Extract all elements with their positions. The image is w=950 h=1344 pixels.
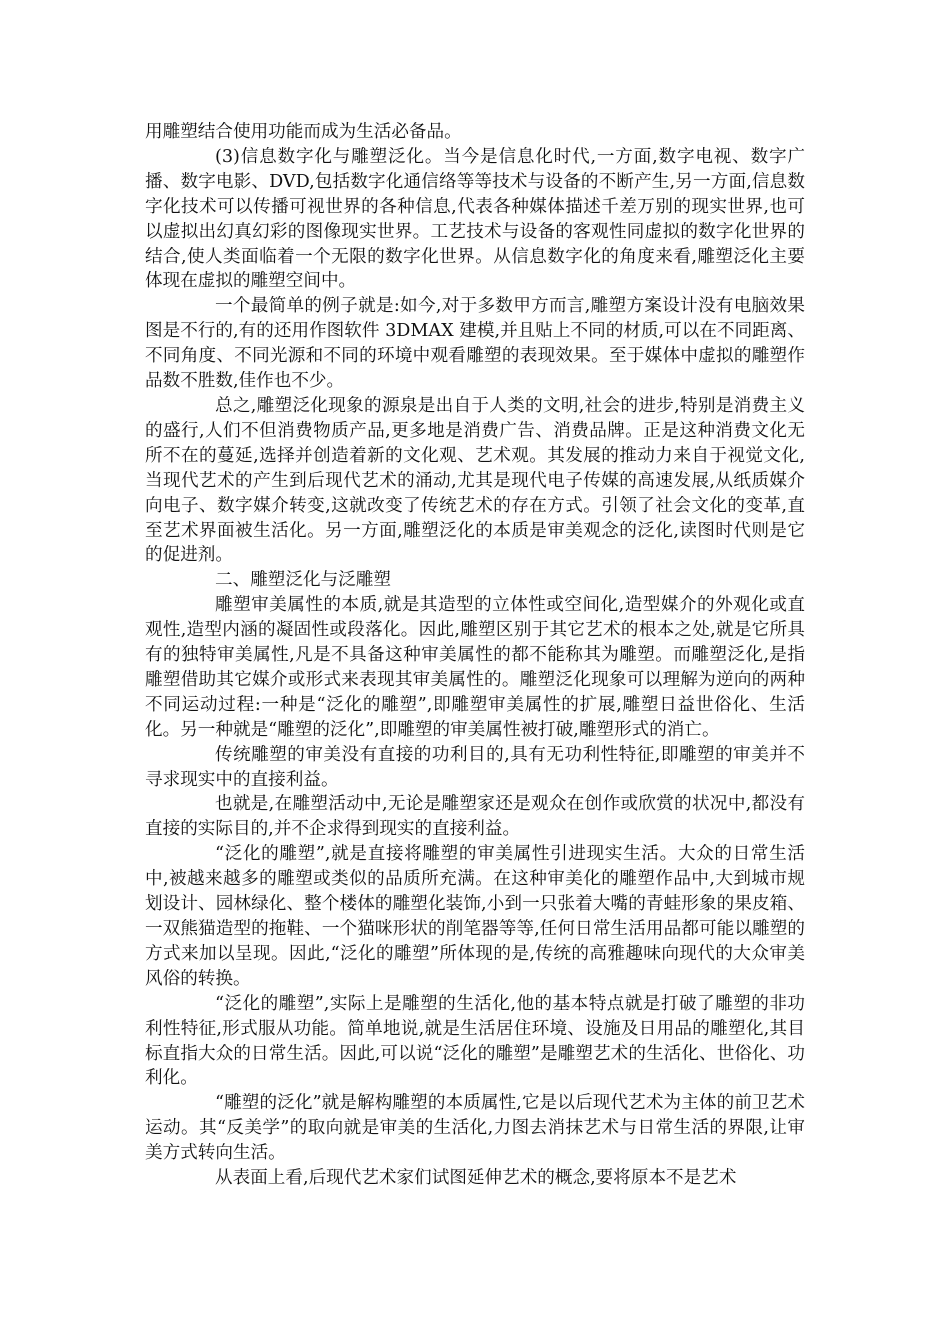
paragraph: 用雕塑结合使用功能而成为生活必备品。	[145, 122, 462, 142]
paragraph: 雕塑审美属性的本质,就是其造型的立体性或空间化,造型媒介的外观化或直观性,造型内涵的凝固性或段落化。因此,雕塑区别于其它艺术的根本之处,就是它所具有的独特审美属性,凡是不具备这种审美属性的都不能称其为雕塑。而雕塑泛化,是指雕塑借助其它媒介或形式来表现其审美属性的。雕塑泛化现象可以理解为逆向的两种不同运动过程:一种是“泛化的雕塑”,即雕塑审美属性的扩展,雕塑日益世俗化、生活化。另一种就是“雕塑的泛化”,即雕塑的审美属性被打破,雕塑形式的消亡。	[145, 595, 805, 740]
paragraph: “雕塑的泛化”就是解构雕塑的本质属性,它是以后现代艺术为主体的前卫艺术运动。其“反美学”的取向就是审美的生活化,力图去消抹艺术与日常生活的界限,让审美方式转向生活。	[145, 1093, 805, 1164]
document-page	[145, 120, 805, 1191]
paragraph: “泛化的雕塑”,实际上是雕塑的生活化,他的基本特点就是打破了雕塑的非功利性特征,形式服从功能。简单地说,就是生活居住环境、设施及日用品的雕塑化,其目标直指大众的日常生活。因此,可以说“泛化的雕塑”是雕塑艺术的生活化、世俗化、功利化。	[145, 993, 805, 1089]
paragraph: 也就是,在雕塑活动中,无论是雕塑家还是观众在创作或欣赏的状况中,都没有直接的实际目的,并不企求得到现实的直接利益。	[145, 794, 805, 840]
paragraph: 总之,雕塑泛化现象的源泉是出自于人类的文明,社会的进步,特别是消费主义的盛行,人们不但消费物质产品,更多地是消费广告、消费品牌。正是这种消费文化无所不在的蔓延,选择并创造着新的文化观、艺术观。其发展的推动力来自于视觉文化,当现代艺术的产生到后现代艺术的涌动,尤其是现代电子传媒的高速发展,从纸质媒介向电子、数字媒介转变,这就改变了传统艺术的存在方式。引领了社会文化的变革,直至艺术界面被生活化。另一方面,雕塑泛化的本质是审美观念的泛化,读图时代则是它的促进剂。	[145, 395, 805, 566]
section-heading: 二、雕塑泛化与泛雕塑	[215, 570, 391, 591]
paragraph: 传统雕塑的审美没有直接的功利目的,具有无功利性特征,即雕塑的审美并不寻求现实中的直接利益。	[145, 744, 805, 790]
paragraph: “泛化的雕塑”,就是直接将雕塑的审美属性引进现实生活。大众的日常生活中,被越来越多的雕塑或类似的品质所充满。在这种审美化的雕塑作品中,大到城市规划设计、园林绿化、整个楼体的雕塑化装饰,小到一只张着大嘴的青蛙形象的果皮箱、一双熊猫造型的拖鞋、一个猫咪形状的削笔器等等,任何日常生活用品都可能以雕塑的方式来加以呈现。因此,“泛化的雕塑”所体现的是,传统的高雅趣味向现代的大众审美风俗的转换。	[145, 844, 805, 989]
paragraph: 从表面上看,后现代艺术家们试图延伸艺术的概念,要将原本不是艺术	[215, 1168, 737, 1189]
paragraph: 一个最简单的例子就是:如今,对于多数甲方而言,雕塑方案设计没有电脑效果图是不行的,有的还用作图软件 3DMAX 建模,并且贴上不同的材质,可以在不同距离、不同角度、不同光源和不同的环境中观看雕塑的表现效果。至于媒体中虚拟的雕塑作品数不胜数,佳作也不少。	[145, 296, 805, 392]
paragraph: (3)信息数字化与雕塑泛化。当今是信息化时代,一方面,数字电视、数字广播、数字电影、DVD,包括数字化通信络等等技术与设备的不断产生,另一方面,信息数字化技术可以传播可视世界的各种信息,代表各种媒体描述千差万别的现实世界,也可以虚拟出幻真幻彩的图像现实世界。工艺技术与设备的客观性同虚拟的数字化世界的结合,使人类面临着一个无限的数字化世界。从信息数字化的角度来看,雕塑泛化主要体现在虚拟的雕塑空间中。	[145, 146, 805, 292]
